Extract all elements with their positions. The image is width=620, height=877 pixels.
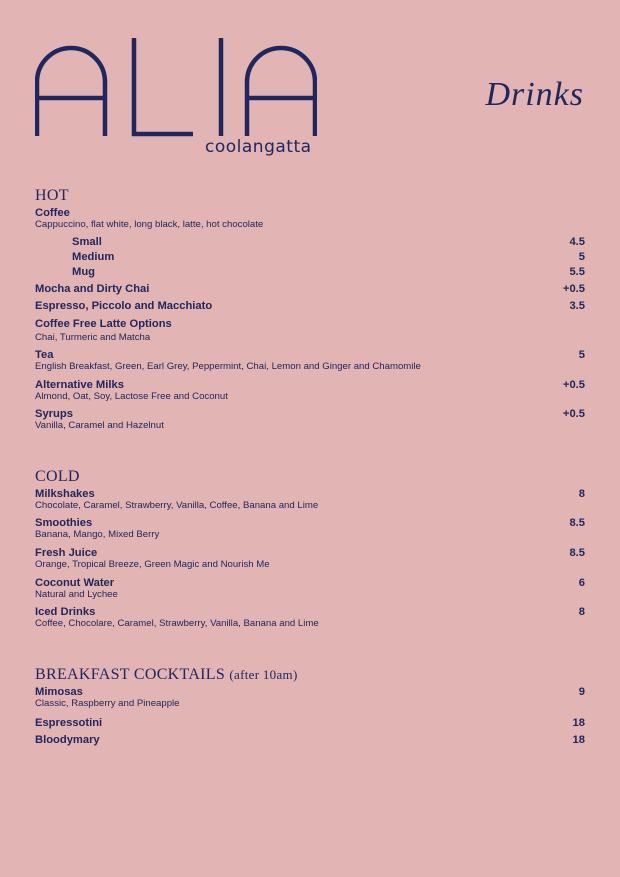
section-heading <box>35 665 585 685</box>
menu-item-coffee-free <box>35 318 585 343</box>
item-price: 6 <box>578 577 585 589</box>
section-heading-note: (after 10am) <box>229 667 298 682</box>
item-description: Classic, Raspberry and Pineapple <box>35 698 180 709</box>
size-name: Small <box>72 236 102 248</box>
item-description: Orange, Tropical Breeze, Green Magic and Nourish Me <box>35 559 270 570</box>
item-price: +0.5 <box>562 283 585 295</box>
item-description: Vanilla, Caramel and Hazelnut <box>35 420 164 431</box>
item-description: Banana, Mango, Mixed Berry <box>35 529 160 540</box>
page-title: Drinks <box>485 76 584 113</box>
section-heading: HOT <box>35 187 69 204</box>
menu-item-espressotini <box>35 717 585 729</box>
item-description: Natural and Lychee <box>35 589 118 600</box>
item-description: English Breakfast, Green, Earl Grey, Peppermint, Chai, Lemon and Ginger and Chamomile <box>35 361 421 372</box>
item-name: Tea <box>35 349 54 361</box>
item-name: Iced Drinks <box>35 606 96 618</box>
size-option-small <box>35 236 585 251</box>
menu-item-mocha <box>35 283 585 295</box>
item-name: Smoothies <box>35 517 93 529</box>
alia-logo-mark <box>35 36 317 138</box>
menu-item-syrups <box>35 408 585 431</box>
item-name: Fresh Juice <box>35 547 98 559</box>
item-name: Coffee Free Latte Options <box>35 318 172 330</box>
item-price: 18 <box>572 734 585 746</box>
item-price: +0.5 <box>562 379 585 391</box>
item-name: Alternative Milks <box>35 379 124 391</box>
item-price: +0.5 <box>562 408 585 420</box>
item-name: Coffee <box>35 207 70 219</box>
item-description: Coffee, Chocolare, Caramel, Strawberry, Vanilla, Banana and Lime <box>35 618 319 629</box>
menu-item-fresh-juice <box>35 547 585 570</box>
item-name: Syrups <box>35 408 73 420</box>
menu-item-smoothies <box>35 517 585 540</box>
brand-tagline: coolangatta <box>205 137 312 157</box>
item-price: 8 <box>578 606 585 618</box>
item-price: 5 <box>578 251 585 263</box>
item-price: 9 <box>578 686 585 698</box>
item-name: Bloodymary <box>35 734 100 746</box>
item-name: Milkshakes <box>35 488 95 500</box>
size-name: Medium <box>72 251 115 263</box>
section-cold <box>35 467 585 487</box>
item-name: Mimosas <box>35 686 83 698</box>
menu-item-milkshakes <box>35 488 585 511</box>
section-heading-text: BREAKFAST COCKTAILS <box>35 666 226 683</box>
item-price: 8.5 <box>569 547 585 559</box>
section-heading: COLD <box>35 468 80 485</box>
item-name: Coconut Water <box>35 577 115 589</box>
item-name: Espresso, Piccolo and Macchiato <box>35 300 213 312</box>
item-price: 3.5 <box>569 300 585 312</box>
menu-item-alternative-milks <box>35 379 585 402</box>
item-description: Cappuccino, flat white, long black, latte, hot chocolate <box>35 219 264 230</box>
item-price: 18 <box>572 717 585 729</box>
section-breakfast-cocktails <box>35 665 585 685</box>
item-price: 5.5 <box>569 266 585 278</box>
menu-item-bloodymary <box>35 734 585 746</box>
item-name: Mocha and Dirty Chai <box>35 283 150 295</box>
item-description: Chai, Turmeric and Matcha <box>35 332 151 343</box>
item-description: Almond, Oat, Soy, Lactose Free and Coconut <box>35 391 228 402</box>
item-price: 8.5 <box>569 517 585 529</box>
size-option-medium <box>35 251 585 266</box>
menu-item-coconut-water <box>35 577 585 600</box>
section-hot <box>35 186 585 281</box>
size-name: Mug <box>72 266 95 278</box>
item-price: 5 <box>578 349 585 361</box>
item-price: 8 <box>578 488 585 500</box>
item-price: 4.5 <box>569 236 585 248</box>
menu-item-tea <box>35 349 585 372</box>
item-name: Espressotini <box>35 717 103 729</box>
item-description: Chocolate, Caramel, Strawberry, Vanilla, Coffee, Banana and Lime <box>35 500 319 511</box>
menu-item-coffee <box>35 207 585 219</box>
menu-item-mimosas <box>35 686 585 709</box>
size-option-mug <box>35 266 585 281</box>
menu-item-espresso <box>35 300 585 312</box>
menu-item-iced-drinks <box>35 606 585 629</box>
